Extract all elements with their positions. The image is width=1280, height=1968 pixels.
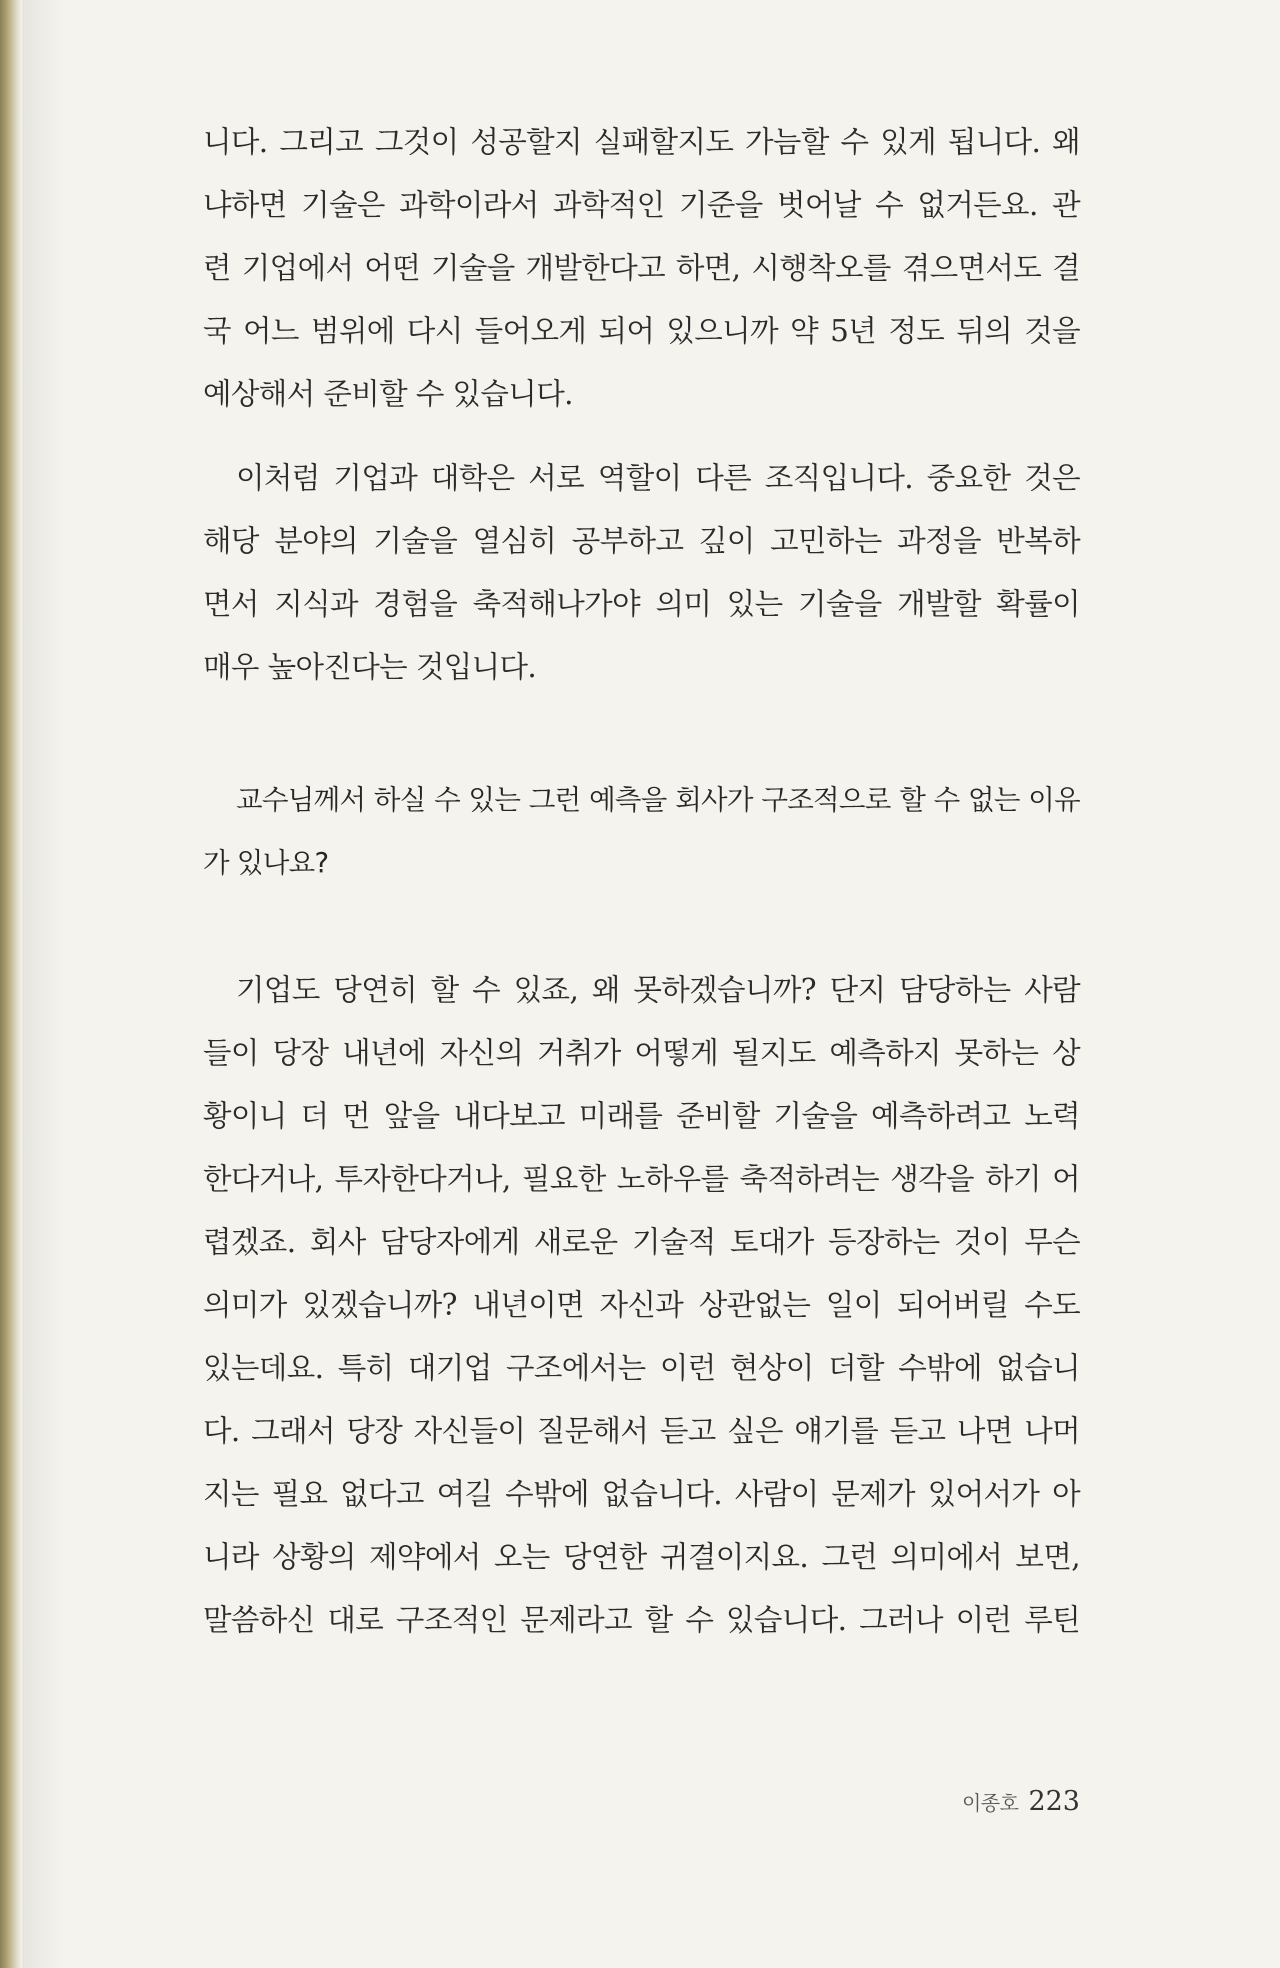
text-line: 련 기업에서 어떤 기술을 개발한다고 하면, 시행착오를 겪으면서도 결: [203, 251, 1080, 285]
text-line: 의미가 있겠습니까? 내년이면 자신과 상관없는 일이 되어버릴 수도: [203, 1288, 1080, 1322]
text-line: 말씀하신 대로 구조적인 문제라고 할 수 있습니다. 그러나 이런 루틴: [203, 1603, 1080, 1637]
text-line: 냐하면 기술은 과학이라서 과학적인 기준을 벗어날 수 없거든요. 관: [203, 188, 1080, 222]
text-line: 지는 필요 없다고 여길 수밖에 없습니다. 사람이 문제가 있어서가 아: [203, 1477, 1080, 1511]
question-line: 교수님께서 하실 수 있는 그런 예측을 회사가 구조적으로 할 수 없는 이유: [236, 784, 1080, 816]
text-line: 예상해서 준비할 수 있습니다.: [203, 377, 573, 411]
text-line: 면서 지식과 경험을 축적해나가야 의미 있는 기술을 개발할 확률이: [203, 587, 1080, 621]
book-spine-edge: [0, 0, 22, 1968]
running-footer-author: 이종호: [961, 1791, 1019, 1815]
text-line: 니다. 그리고 그것이 성공할지 실패할지도 가늠할 수 있게 됩니다. 왜: [203, 125, 1080, 159]
text-line: 이처럼 기업과 대학은 서로 역할이 다른 조직입니다. 중요한 것은: [236, 461, 1080, 495]
text-line: 다. 그래서 당장 자신들이 질문해서 듣고 싶은 얘기를 듣고 나면 나머: [203, 1414, 1080, 1448]
gutter-shadow: [22, 0, 62, 1968]
text-line: 렵겠죠. 회사 담당자에게 새로운 기술적 토대가 등장하는 것이 무슨: [203, 1225, 1080, 1259]
text-line: 국 어느 범위에 다시 들어오게 되어 있으니까 약 5년 정도 뒤의 것을: [203, 314, 1080, 348]
page-number: 223: [1028, 1786, 1080, 1817]
page-footer: [962, 1786, 1080, 1817]
text-line: 해당 분야의 기술을 열심히 공부하고 깊이 고민하는 과정을 반복하: [203, 524, 1080, 558]
question-line: 가 있나요?: [203, 847, 329, 879]
text-line: 있는데요. 특히 대기업 구조에서는 이런 현상이 더할 수밖에 없습니: [203, 1351, 1080, 1385]
text-line: 들이 당장 내년에 자신의 거취가 어떻게 될지도 예측하지 못하는 상: [203, 1036, 1080, 1070]
text-line: 황이니 더 먼 앞을 내다보고 미래를 준비할 기술을 예측하려고 노력: [203, 1099, 1080, 1133]
text-line: 기업도 당연히 할 수 있죠, 왜 못하겠습니까? 단지 담당하는 사람: [236, 973, 1080, 1007]
text-line: 한다거나, 투자한다거나, 필요한 노하우를 축적하려는 생각을 하기 어: [203, 1162, 1080, 1196]
text-line: 니라 상황의 제약에서 오는 당연한 귀결이지요. 그런 의미에서 보면,: [203, 1540, 1080, 1574]
text-line: 매우 높아진다는 것입니다.: [203, 650, 537, 684]
